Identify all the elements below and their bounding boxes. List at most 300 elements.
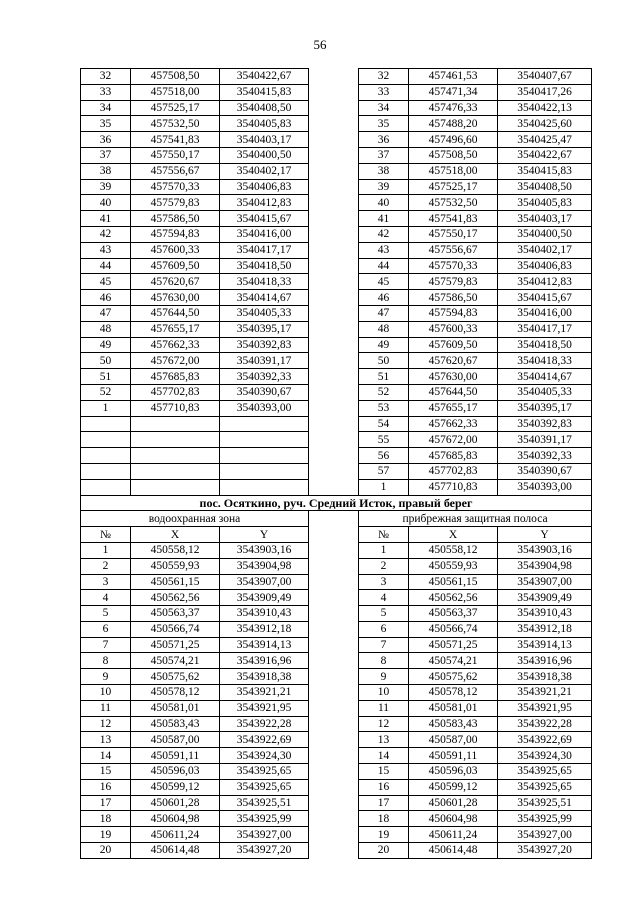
left-coord-x-cell: 450559,93 [131, 558, 220, 574]
right-point-number-cell: 11 [359, 700, 409, 716]
right-coord-y-cell: 3540392,83 [498, 416, 592, 432]
left-coord-y-cell: 3543925,51 [220, 795, 309, 811]
right-coord-x-cell: 450571,25 [409, 637, 498, 653]
table-gap-cell [309, 100, 359, 116]
right-point-number-cell: 56 [359, 448, 409, 464]
left-point-number-cell: 15 [81, 764, 131, 780]
right-coord-x-cell: 450604,98 [409, 811, 498, 827]
table-row [81, 258, 592, 274]
right-point-number-cell: 36 [359, 132, 409, 148]
right-coord-x-cell: 450596,03 [409, 764, 498, 780]
left-coord-x-cell: 457550,17 [131, 147, 220, 163]
left-coord-y-cell: 3540418,33 [220, 274, 309, 290]
table-row [81, 226, 592, 242]
table-gap-cell [309, 716, 359, 732]
left-coord-y-cell: 3543927,20 [220, 843, 309, 859]
column-header-y: Y [498, 527, 592, 543]
right-coord-x-cell: 457579,83 [409, 274, 498, 290]
right-coord-y-cell: 3540422,67 [498, 147, 592, 163]
left-point-number-cell: 5 [81, 606, 131, 622]
table-row [81, 242, 592, 258]
right-point-number-cell: 48 [359, 321, 409, 337]
right-coord-x-cell: 457541,83 [409, 211, 498, 227]
right-coord-x-cell: 457518,00 [409, 163, 498, 179]
right-coord-y-cell: 3543909,49 [498, 590, 592, 606]
left-coord-x-cell: 450604,98 [131, 811, 220, 827]
left-point-number-cell: 12 [81, 716, 131, 732]
left-coord-y-cell: 3543907,00 [220, 574, 309, 590]
left-coord-y-cell: 3540393,00 [220, 400, 309, 416]
left-coord-y-cell: 3540390,67 [220, 384, 309, 400]
left-coord-x-cell: 457556,67 [131, 163, 220, 179]
right-coord-x-cell: 457620,67 [409, 353, 498, 369]
right-coord-y-cell: 3543916,96 [498, 653, 592, 669]
left-coord-x-cell: 457586,50 [131, 211, 220, 227]
left-point-number-cell [81, 479, 131, 495]
table-row [81, 716, 592, 732]
table-row [81, 353, 592, 369]
right-coord-y-cell: 3543924,30 [498, 748, 592, 764]
table-row [81, 843, 592, 859]
left-point-number-cell: 48 [81, 321, 131, 337]
right-coord-y-cell: 3540415,83 [498, 163, 592, 179]
left-point-number-cell: 49 [81, 337, 131, 353]
table-gap-cell [309, 511, 359, 527]
left-coord-y-cell: 3540406,83 [220, 179, 309, 195]
right-coord-y-cell: 3540412,83 [498, 274, 592, 290]
left-point-number-cell: 40 [81, 195, 131, 211]
right-coord-y-cell: 3543903,16 [498, 542, 592, 558]
left-coord-x-cell: 450574,21 [131, 653, 220, 669]
right-point-number-cell: 10 [359, 685, 409, 701]
table-row [81, 685, 592, 701]
table-gap-cell [309, 448, 359, 464]
table-gap-cell [309, 542, 359, 558]
right-coord-y-cell: 3543907,00 [498, 574, 592, 590]
right-point-number-cell: 49 [359, 337, 409, 353]
left-coord-x-cell: 457518,00 [131, 84, 220, 100]
right-coord-x-cell: 450587,00 [409, 732, 498, 748]
table-gap-cell [309, 353, 359, 369]
right-coord-x-cell: 457461,53 [409, 69, 498, 85]
left-point-number-cell: 14 [81, 748, 131, 764]
left-point-number-cell [81, 432, 131, 448]
left-point-number-cell: 41 [81, 211, 131, 227]
left-coord-y-cell: 3540392,83 [220, 337, 309, 353]
section-title: пос. Осяткино, руч. Средний Исток, правый берег [81, 495, 592, 511]
right-coord-x-cell: 450562,56 [409, 590, 498, 606]
right-coord-x-cell: 457672,00 [409, 432, 498, 448]
left-coord-y-cell: 3540418,50 [220, 258, 309, 274]
left-coord-y-cell: 3543914,13 [220, 637, 309, 653]
left-point-number-cell: 36 [81, 132, 131, 148]
table-gap-cell [309, 321, 359, 337]
column-header-x: X [409, 527, 498, 543]
left-coord-x-cell [131, 416, 220, 432]
coordinates-table-body [81, 69, 592, 859]
left-coord-x-cell: 450563,37 [131, 606, 220, 622]
right-point-number-cell: 14 [359, 748, 409, 764]
right-coord-x-cell: 457702,83 [409, 463, 498, 479]
table-gap-cell [309, 116, 359, 132]
right-coord-x-cell: 457655,17 [409, 400, 498, 416]
table-gap-cell [309, 84, 359, 100]
right-point-number-cell: 50 [359, 353, 409, 369]
left-coord-x-cell: 457541,83 [131, 132, 220, 148]
right-point-number-cell: 1 [359, 542, 409, 558]
table-row [81, 163, 592, 179]
right-point-number-cell: 18 [359, 811, 409, 827]
right-point-number-cell: 39 [359, 179, 409, 195]
table-row [81, 290, 592, 306]
table-row [81, 416, 592, 432]
right-coord-x-cell: 450614,48 [409, 843, 498, 859]
right-coord-y-cell: 3540405,83 [498, 195, 592, 211]
right-coord-x-cell: 457662,33 [409, 416, 498, 432]
right-point-number-cell: 55 [359, 432, 409, 448]
right-coord-x-cell: 457476,33 [409, 100, 498, 116]
table-row [81, 274, 592, 290]
right-coord-y-cell: 3543927,00 [498, 827, 592, 843]
left-point-number-cell: 44 [81, 258, 131, 274]
table-row [81, 558, 592, 574]
left-coord-y-cell: 3543925,65 [220, 764, 309, 780]
left-point-number-cell: 46 [81, 290, 131, 306]
right-coord-y-cell: 3540393,00 [498, 479, 592, 495]
left-coord-y-cell: 3540415,83 [220, 84, 309, 100]
left-coord-x-cell [131, 479, 220, 495]
right-coord-y-cell: 3543921,21 [498, 685, 592, 701]
right-coord-y-cell: 3540425,47 [498, 132, 592, 148]
table-gap-cell [309, 163, 359, 179]
left-point-number-cell: 42 [81, 226, 131, 242]
left-coord-y-cell: 3540403,17 [220, 132, 309, 148]
right-coord-y-cell: 3543918,38 [498, 669, 592, 685]
right-point-number-cell: 54 [359, 416, 409, 432]
right-point-number-cell: 13 [359, 732, 409, 748]
right-point-number-cell: 17 [359, 795, 409, 811]
right-coord-x-cell: 450563,37 [409, 606, 498, 622]
right-point-number-cell: 3 [359, 574, 409, 590]
right-coord-x-cell: 450591,11 [409, 748, 498, 764]
left-coord-x-cell: 457609,50 [131, 258, 220, 274]
left-coord-y-cell: 3540417,17 [220, 242, 309, 258]
right-point-number-cell: 9 [359, 669, 409, 685]
section-title-row [81, 495, 592, 511]
table-gap-cell [309, 811, 359, 827]
table-row [81, 100, 592, 116]
right-point-number-cell: 34 [359, 100, 409, 116]
left-coord-y-cell: 3543921,21 [220, 685, 309, 701]
right-coord-x-cell: 457471,34 [409, 84, 498, 100]
left-coord-y-cell: 3543922,69 [220, 732, 309, 748]
right-coord-x-cell: 457685,83 [409, 448, 498, 464]
left-point-number-cell: 33 [81, 84, 131, 100]
table-row [81, 337, 592, 353]
left-coord-y-cell: 3543912,18 [220, 621, 309, 637]
table-row [81, 621, 592, 637]
right-coord-x-cell: 450599,12 [409, 779, 498, 795]
left-coord-y-cell: 3543921,95 [220, 700, 309, 716]
left-point-number-cell: 52 [81, 384, 131, 400]
table-gap-cell [309, 369, 359, 385]
table-row [81, 69, 592, 85]
left-coord-x-cell: 450558,12 [131, 542, 220, 558]
left-coord-x-cell: 457630,00 [131, 290, 220, 306]
table-gap-cell [309, 132, 359, 148]
table-row [81, 574, 592, 590]
table-gap-cell [309, 416, 359, 432]
left-coord-y-cell: 3540416,00 [220, 226, 309, 242]
right-coord-x-cell: 457594,83 [409, 305, 498, 321]
right-point-number-cell: 45 [359, 274, 409, 290]
left-coord-y-cell [220, 448, 309, 464]
left-point-number-cell: 45 [81, 274, 131, 290]
table-row [81, 732, 592, 748]
right-point-number-cell: 38 [359, 163, 409, 179]
left-coord-y-cell: 3540400,50 [220, 147, 309, 163]
table-gap-cell [309, 795, 359, 811]
right-coord-x-cell: 450561,15 [409, 574, 498, 590]
right-coord-x-cell: 457488,20 [409, 116, 498, 132]
table-gap-cell [309, 732, 359, 748]
left-coord-y-cell: 3540408,50 [220, 100, 309, 116]
table-gap-cell [309, 463, 359, 479]
left-coord-y-cell: 3543909,49 [220, 590, 309, 606]
right-point-number-cell: 51 [359, 369, 409, 385]
left-point-number-cell: 13 [81, 732, 131, 748]
left-coord-y-cell: 3540405,33 [220, 305, 309, 321]
right-point-number-cell: 40 [359, 195, 409, 211]
table-row [81, 321, 592, 337]
right-coord-x-cell: 457496,60 [409, 132, 498, 148]
right-point-number-cell: 32 [359, 69, 409, 85]
table-row [81, 606, 592, 622]
table-gap-cell [309, 779, 359, 795]
table-gap-cell [309, 242, 359, 258]
left-coord-x-cell: 457525,17 [131, 100, 220, 116]
coordinates-table [80, 68, 592, 859]
right-coord-y-cell: 3543927,20 [498, 843, 592, 859]
left-coord-y-cell [220, 432, 309, 448]
left-coord-x-cell: 450581,01 [131, 700, 220, 716]
right-point-number-cell: 42 [359, 226, 409, 242]
left-coord-x-cell: 450596,03 [131, 764, 220, 780]
right-zone-caption: прибрежная защитная полоса [359, 511, 592, 527]
left-zone-caption: водоохранная зона [81, 511, 309, 527]
table-gap-cell [309, 211, 359, 227]
right-coord-x-cell: 450575,62 [409, 669, 498, 685]
table-row [81, 132, 592, 148]
table-row [81, 384, 592, 400]
right-coord-y-cell: 3540406,83 [498, 258, 592, 274]
left-coord-x-cell: 457600,33 [131, 242, 220, 258]
left-point-number-cell: 1 [81, 400, 131, 416]
right-point-number-cell: 5 [359, 606, 409, 622]
right-point-number-cell: 19 [359, 827, 409, 843]
left-point-number-cell: 20 [81, 843, 131, 859]
table-row [81, 669, 592, 685]
table-row [81, 84, 592, 100]
left-coord-y-cell: 3543925,99 [220, 811, 309, 827]
right-coord-x-cell: 450566,74 [409, 621, 498, 637]
right-point-number-cell: 53 [359, 400, 409, 416]
right-coord-y-cell: 3540414,67 [498, 369, 592, 385]
right-coord-y-cell: 3540390,67 [498, 463, 592, 479]
table-gap-cell [309, 479, 359, 495]
right-coord-y-cell: 3543925,99 [498, 811, 592, 827]
left-coord-y-cell: 3540422,67 [220, 69, 309, 85]
right-coord-x-cell: 457508,50 [409, 147, 498, 163]
left-coord-x-cell [131, 463, 220, 479]
column-header-row [81, 527, 592, 543]
table-row [81, 748, 592, 764]
table-gap-cell [309, 226, 359, 242]
right-coord-x-cell: 450574,21 [409, 653, 498, 669]
table-gap-cell [309, 527, 359, 543]
right-coord-y-cell: 3543922,69 [498, 732, 592, 748]
table-gap-cell [309, 179, 359, 195]
left-coord-x-cell: 457579,83 [131, 195, 220, 211]
left-coord-x-cell: 450575,62 [131, 669, 220, 685]
right-coord-x-cell: 450559,93 [409, 558, 498, 574]
left-point-number-cell: 51 [81, 369, 131, 385]
right-coord-y-cell: 3540392,33 [498, 448, 592, 464]
left-coord-x-cell: 457570,33 [131, 179, 220, 195]
right-coord-y-cell: 3540417,26 [498, 84, 592, 100]
left-point-number-cell: 9 [81, 669, 131, 685]
right-coord-y-cell: 3540416,00 [498, 305, 592, 321]
left-point-number-cell: 1 [81, 542, 131, 558]
left-point-number-cell: 38 [81, 163, 131, 179]
right-coord-y-cell: 3540395,17 [498, 400, 592, 416]
table-row [81, 305, 592, 321]
table-gap-cell [309, 274, 359, 290]
right-coord-y-cell: 3540391,17 [498, 432, 592, 448]
right-coord-y-cell: 3540422,13 [498, 100, 592, 116]
left-coord-x-cell: 450562,56 [131, 590, 220, 606]
left-point-number-cell: 43 [81, 242, 131, 258]
right-coord-y-cell: 3540417,17 [498, 321, 592, 337]
right-point-number-cell: 1 [359, 479, 409, 495]
table-row [81, 779, 592, 795]
left-coord-x-cell: 450587,00 [131, 732, 220, 748]
right-coord-y-cell: 3540405,33 [498, 384, 592, 400]
table-gap-cell [309, 827, 359, 843]
table-row [81, 811, 592, 827]
left-point-number-cell: 19 [81, 827, 131, 843]
right-coord-y-cell: 3540403,17 [498, 211, 592, 227]
table-gap-cell [309, 400, 359, 416]
table-gap-cell [309, 384, 359, 400]
right-coord-y-cell: 3543910,43 [498, 606, 592, 622]
left-coord-y-cell: 3543922,28 [220, 716, 309, 732]
right-point-number-cell: 57 [359, 463, 409, 479]
table-row [81, 432, 592, 448]
left-coord-x-cell [131, 432, 220, 448]
left-coord-y-cell: 3543904,98 [220, 558, 309, 574]
right-coord-y-cell: 3543925,65 [498, 779, 592, 795]
right-point-number-cell: 43 [359, 242, 409, 258]
left-point-number-cell: 18 [81, 811, 131, 827]
right-point-number-cell: 8 [359, 653, 409, 669]
right-coord-y-cell: 3543904,98 [498, 558, 592, 574]
right-point-number-cell: 2 [359, 558, 409, 574]
left-point-number-cell: 39 [81, 179, 131, 195]
right-coord-y-cell: 3543914,13 [498, 637, 592, 653]
right-coord-x-cell: 457570,33 [409, 258, 498, 274]
table-gap-cell [309, 700, 359, 716]
left-point-number-cell: 17 [81, 795, 131, 811]
right-coord-x-cell: 450583,43 [409, 716, 498, 732]
table-row [81, 637, 592, 653]
table-row [81, 400, 592, 416]
table-row [81, 463, 592, 479]
right-coord-y-cell: 3543925,51 [498, 795, 592, 811]
right-coord-x-cell: 457550,17 [409, 226, 498, 242]
right-coord-y-cell: 3540402,17 [498, 242, 592, 258]
left-coord-x-cell: 450571,25 [131, 637, 220, 653]
left-coord-y-cell: 3543925,65 [220, 779, 309, 795]
right-coord-y-cell: 3540400,50 [498, 226, 592, 242]
left-coord-x-cell: 457702,83 [131, 384, 220, 400]
left-coord-x-cell [131, 448, 220, 464]
table-gap-cell [309, 69, 359, 85]
right-coord-x-cell: 457630,00 [409, 369, 498, 385]
table-row [81, 369, 592, 385]
left-point-number-cell [81, 448, 131, 464]
right-coord-y-cell: 3540425,60 [498, 116, 592, 132]
left-coord-x-cell: 457655,17 [131, 321, 220, 337]
left-point-number-cell: 4 [81, 590, 131, 606]
left-point-number-cell: 35 [81, 116, 131, 132]
left-coord-y-cell: 3540391,17 [220, 353, 309, 369]
right-point-number-cell: 4 [359, 590, 409, 606]
right-coord-x-cell: 457644,50 [409, 384, 498, 400]
table-row [81, 542, 592, 558]
left-coord-x-cell: 450614,48 [131, 843, 220, 859]
right-coord-y-cell: 3543925,65 [498, 764, 592, 780]
left-coord-x-cell: 450583,43 [131, 716, 220, 732]
table-gap-cell [309, 147, 359, 163]
table-gap-cell [309, 590, 359, 606]
left-coord-y-cell: 3540412,83 [220, 195, 309, 211]
right-point-number-cell: 37 [359, 147, 409, 163]
table-row [81, 653, 592, 669]
table-gap-cell [309, 669, 359, 685]
left-coord-y-cell: 3540414,67 [220, 290, 309, 306]
right-coord-x-cell: 457609,50 [409, 337, 498, 353]
left-coord-x-cell: 450611,24 [131, 827, 220, 843]
right-point-number-cell: 52 [359, 384, 409, 400]
left-point-number-cell: 10 [81, 685, 131, 701]
table-row [81, 147, 592, 163]
left-coord-x-cell: 457644,50 [131, 305, 220, 321]
table-gap-cell [309, 637, 359, 653]
table-gap-cell [309, 843, 359, 859]
right-point-number-cell: 20 [359, 843, 409, 859]
left-coord-x-cell: 450566,74 [131, 621, 220, 637]
right-point-number-cell: 7 [359, 637, 409, 653]
table-row [81, 795, 592, 811]
right-coord-x-cell: 450578,12 [409, 685, 498, 701]
left-point-number-cell: 2 [81, 558, 131, 574]
right-coord-x-cell: 457710,83 [409, 479, 498, 495]
zone-caption-row [81, 511, 592, 527]
right-coord-x-cell: 457556,67 [409, 242, 498, 258]
table-gap-cell [309, 606, 359, 622]
left-point-number-cell [81, 463, 131, 479]
